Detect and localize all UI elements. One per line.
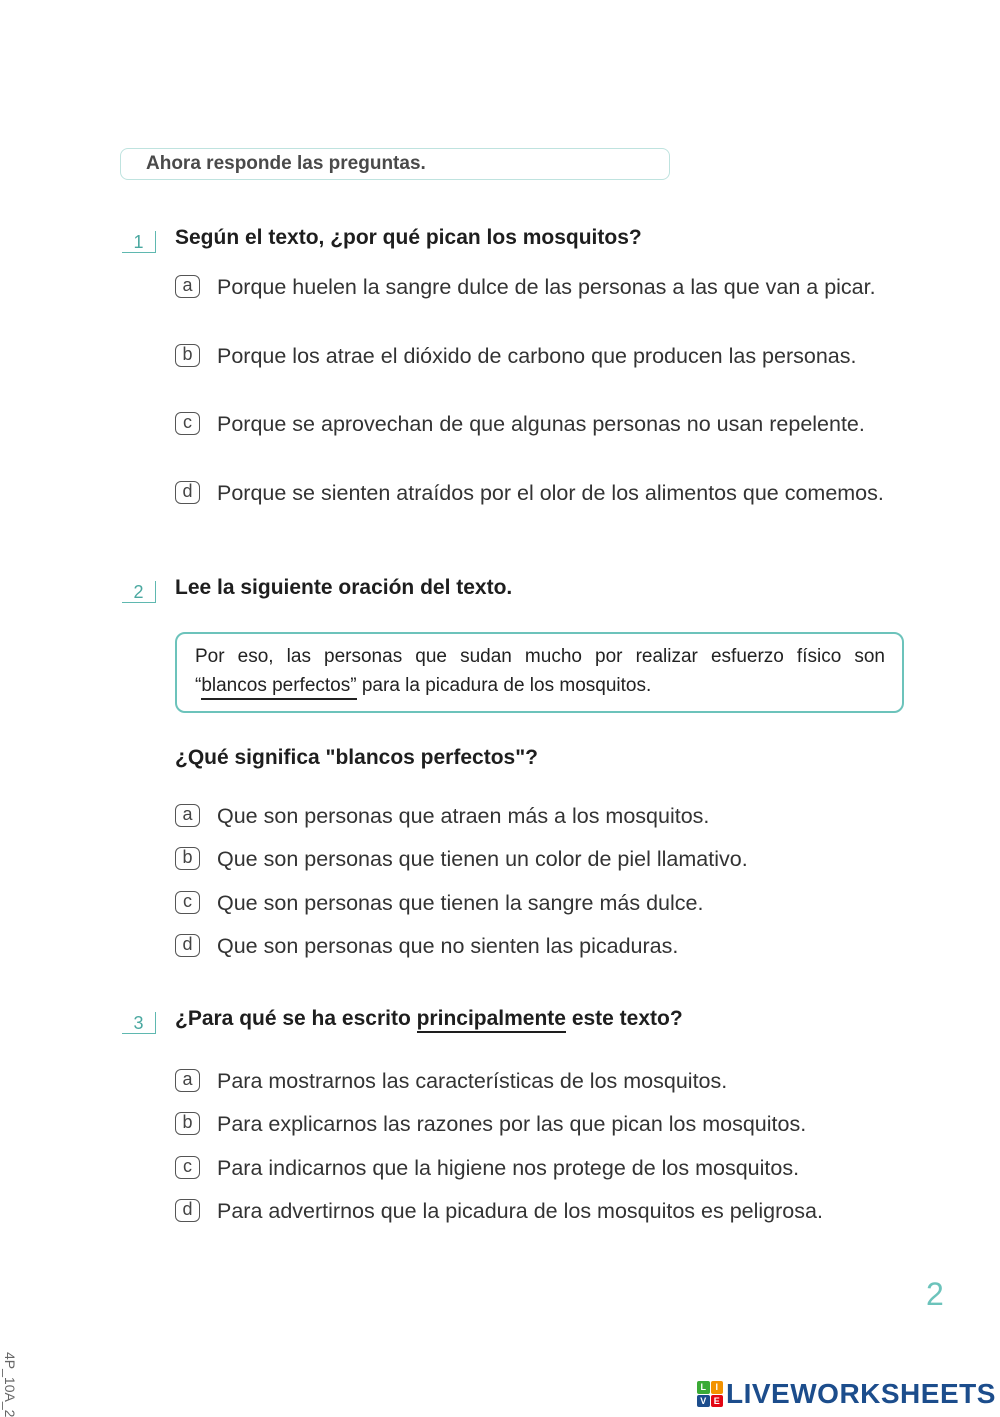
quote-line-2 [195,675,651,697]
quote-open-mark: “ [195,675,202,696]
option-letter-badge: a [175,804,200,827]
question-2-text: Lee la siguiente oración del texto. [175,576,513,599]
worksheet-code: 4P_10A_2 [2,1352,18,1417]
option-letter-badge: d [175,1199,200,1222]
option-letter-badge: a [175,275,200,298]
question-1-option-b[interactable] [175,340,905,404]
option-text: Que son personas que tienen la sangre más dulce. [217,891,704,915]
option-text: Porque se aprovechan de que algunas personas no usan repelente. [217,412,865,436]
question-2-option-a[interactable] [175,800,905,832]
option-text: Porque los atrae el dióxido de carbono que producen las personas. [217,344,857,368]
question-3-text-before: ¿Para qué se ha escrito [175,1007,417,1030]
option-text: Para explicarnos las razones por las que pican los mosquitos. [217,1112,807,1136]
quote-underlined-phrase: blancos perfectos” [201,675,356,700]
liveworksheets-logo-icon: L I V E [697,1381,723,1407]
option-text: Para mostrarnos las características de los mosquitos. [217,1069,728,1093]
quote-box [175,632,904,713]
option-text: Que son personas que tienen un color de piel llamativo. [217,847,748,871]
instruction-text: Ahora responde las preguntas. [146,153,426,174]
question-number-2: 2 [122,581,156,603]
option-text: Porque huelen la sangre dulce de las personas a las que van a picar. [217,275,876,299]
page-number: 2 [926,1276,944,1312]
option-text: Que son personas que no sienten las picaduras. [217,934,679,958]
instruction-box [120,148,670,180]
option-text: Para indicarnos que la higiene nos protege de los mosquitos. [217,1156,800,1180]
question-2-option-b[interactable] [175,843,905,875]
option-letter-badge: c [175,412,200,435]
question-3-text [175,1007,683,1031]
option-text: Porque se sienten atraídos por el olor de los alimentos que comemos. [217,481,884,505]
question-1-option-d[interactable] [175,477,905,541]
question-3-option-c[interactable] [175,1152,905,1184]
question-3-underlined-word: principalmente [417,1007,566,1033]
question-3-option-a[interactable] [175,1065,905,1097]
option-letter-badge: c [175,891,200,914]
question-3-option-d[interactable] [175,1195,905,1227]
question-1-option-a[interactable] [175,271,905,335]
liveworksheets-logo-text: LIVEWORKSHEETS [726,1378,996,1409]
option-letter-badge: d [175,481,200,504]
question-2-option-c[interactable] [175,887,905,919]
option-letter-badge: b [175,1112,200,1135]
quote-rest: para la picadura de los mosquitos. [356,675,652,696]
quote-line-1: Por eso, las personas que sudan mucho por realizar esfuerzo físico son [195,646,885,667]
question-3-option-b[interactable] [175,1108,905,1140]
question-number-1: 1 [122,231,156,253]
liveworksheets-logo[interactable] [697,1378,996,1410]
option-letter-badge: b [175,344,200,367]
option-letter-badge: d [175,934,200,957]
option-text: Para advertirnos que la picadura de los mosquitos es peligrosa. [217,1199,823,1223]
option-letter-badge: c [175,1156,200,1179]
option-letter-badge: b [175,847,200,870]
question-3-text-after: este texto? [565,1007,683,1030]
question-1-text: Según el texto, ¿por qué pican los mosquitos? [175,226,642,249]
question-1-option-c[interactable] [175,408,905,472]
question-2-subquestion: ¿Qué significa "blancos perfectos"? [175,746,538,769]
option-letter-badge: a [175,1069,200,1092]
option-text: Que son personas que atraen más a los mosquitos. [217,804,710,828]
question-number-3: 3 [122,1012,156,1034]
question-2-option-d[interactable] [175,930,905,962]
